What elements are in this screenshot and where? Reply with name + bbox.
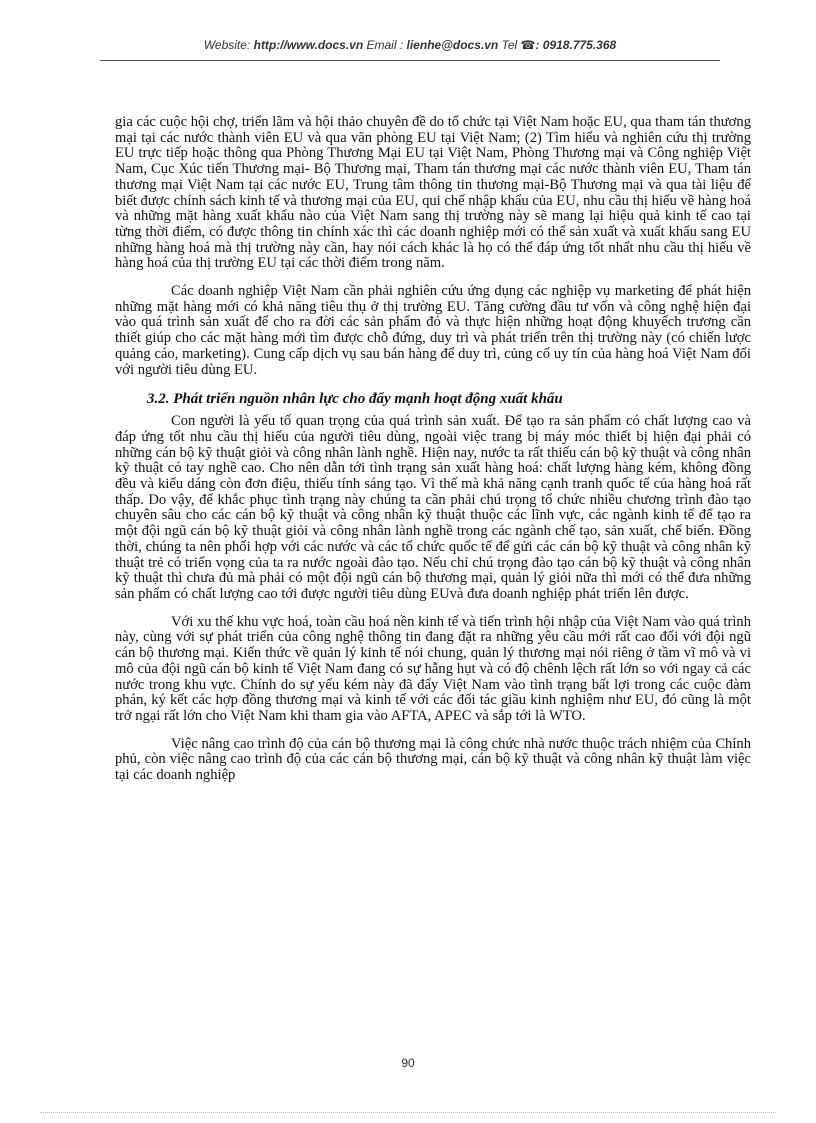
email-label: Email :: [363, 38, 407, 52]
page-number: 90: [401, 1056, 415, 1070]
paragraph-globalization: Với xu thế khu vực hoá, toàn cầu hoá nền kinh tế và tiến trình hội nhập của Việt Nam vào quá trình này, cùng với sự phát triển của công nghệ thông tin đang đặt ra những yêu cầu mới rất cao đối với đội ngũ cán bộ thương mại. Kiến thức về quản lý kinh tế nói chung, quản lý thương mại nói riêng ở tầm vĩ mô và vi mô của đội ngũ cán bộ kinh tế Việt Nam đang có sự hẫng hụt và có độ chênh lệch rất lớn so với ngay cả các nước trong khu vực. Chính do sự yếu kém này đã đẩy Việt Nam vào tình trạng bất lợi trong các cuộc đàm phán, ký kết các hợp đồng thương mại và kinh tế với các đối tác giầu kinh nghiệm như EU, đó cũng là một trở ngại rất lớn cho Việt Nam khi tham gia vào AFTA, APEC và sắp tới là WTO.: [115, 613, 751, 724]
phone-icon: ☎: [520, 38, 536, 52]
paragraph-training: Việc nâng cao trình độ của cán bộ thương mại là công chức nhà nước thuộc trách nhiệm của Chính phủ, còn việc nâng cao trình độ của các cán bộ thương mại, cán bộ kỹ thuật và công nhân kỹ thuật làm việc tại các doanh nghiệp: [115, 735, 751, 784]
paragraph-human-resources: Con người là yếu tố quan trọng của quá trình sản xuất. Để tạo ra sản phẩm có chất lượng cao và đáp ứng tốt nhu cầu thị hiếu của người tiêu dùng, ngoài việc trang bị máy móc thiết bị hiện đại phải có những cán bộ kỹ thuật giỏi và công nhân lành nghề. Hiện nay, nước ta rất thiếu cán bộ kỹ thuật và công nhân kỹ thuật có tay nghề cao. Cho nên dẫn tới tình trạng sản xuất hàng hoá: chất lượng hàng kém, không đồng đều và kiểu dáng còn đơn điệu, thiếu tính sáng tạo. Vì thế mà khả năng cạnh tranh quốc tế của hàng hoá rất thấp. Do vậy, để khắc phục tình trạng này chúng ta cần phải chú trọng tổ chức nhiều chương trình đào tạo chuyên sâu cho các cán bộ kỹ thuật và công nhân kỹ thuật thuộc các lĩnh vực, các ngành kinh tế để tạo ra một đội ngũ cán bộ kỹ thuật giỏi và công nhân lành nghề trong các ngành chế tạo, sản xuất, chế biến. Đồng thời, chúng ta nên phối hợp với các nước và các tổ chức quốc tế để gửi các cán bộ kỹ thuật và công nhân kỹ thuật trẻ có triển vọng của ta ra nước ngoài đào tạo. Nếu chỉ chú trọng đào tạo cán bộ kỹ thuật và công nhân kỹ thuật thì chưa đủ mà phải có một đội ngũ cán bộ thương mại, quản lý giỏi nữa thì mới có thể đưa những sản phẩm có chất lượng cao tới được người tiêu dùng EUvà đưa doanh nghiệp phát triển lên được.: [115, 413, 751, 602]
email-link[interactable]: lienhe@docs.vn: [406, 38, 499, 52]
section-heading: 3.2. Phát triển nguồn nhân lực cho đẩy mạnh hoạt động xuất khẩu: [147, 391, 563, 408]
header-divider: [100, 60, 720, 61]
website-link[interactable]: http://www.docs.vn: [253, 38, 364, 52]
footer-divider: [40, 1112, 776, 1113]
tel-number: : 0918.775.368: [535, 38, 617, 52]
tel-label: Tel: [498, 38, 521, 52]
page-header: [100, 38, 720, 52]
paragraph-marketing: Các doanh nghiệp Việt Nam cần phải nghiên cứu ứng dụng các nghiệp vụ marketing để phát hiện những mặt hàng mới có khả năng tiêu thụ ở thị trường EU. Tăng cường đầu tư vốn và công nghệ hiện đại vào quá trình sản xuất để cho ra đời các sản phẩm đó và thực hiện những hoạt động khuyếch trương cần thiết giúp cho các mặt hàng mới tìm được chỗ đứng, duy trì và phát triển trên thị trường này (có chiến lược quảng cáo, marketing). Cung cấp dịch vụ sau bán hàng để duy trì, củng cố uy tín của hàng hoá Việt Nam đối với người tiêu dùng EU.: [115, 283, 751, 378]
document-body: [115, 115, 751, 796]
website-label: Website:: [203, 38, 254, 52]
paragraph-continuation: gia các cuộc hội chợ, triển lãm và hội thảo chuyên đề do tổ chức tại Việt Nam hoặc EU, qua tham tán thương mại tại các nước thành viên EU và qua văn phòng EU tại Việt Nam; (2) Tìm hiểu và nghiên cứu thị trường EU trực tiếp hoặc thông qua Phòng Thương Mại EU tại Việt Nam, Phòng Thương mại và Công nghiệp Việt Nam, Cục Xúc tiến Thương mại- Bộ Thương mại, Tham tán thương mại các nước thành viên EU, Tham tán thương mại Việt Nam tại các nước EU, Trung tâm thông tin thương mại-Bộ Thương mại và qua tài liệu để biết được chính sách kinh tế và thương mại của EU, qui chế nhập khẩu của EU, nhu cầu thị hiếu về hàng hoá và những mặt hàng xuất khẩu nào của Việt Nam sang thị trường này sẽ mang lại hiệu quả kinh tế cao tại từng thời điểm, có được thông tin chính xác thì các doanh nghiệp mới có thể sản xuất và xuất khẩu sang EU những hàng hoá mà thị trường này cần, hay nói cách khác là họ có thể đáp ứng tốt nhất nhu cầu thị hiếu về hàng hoá của thị trường EU tại các thời điểm trong năm.: [115, 114, 751, 272]
